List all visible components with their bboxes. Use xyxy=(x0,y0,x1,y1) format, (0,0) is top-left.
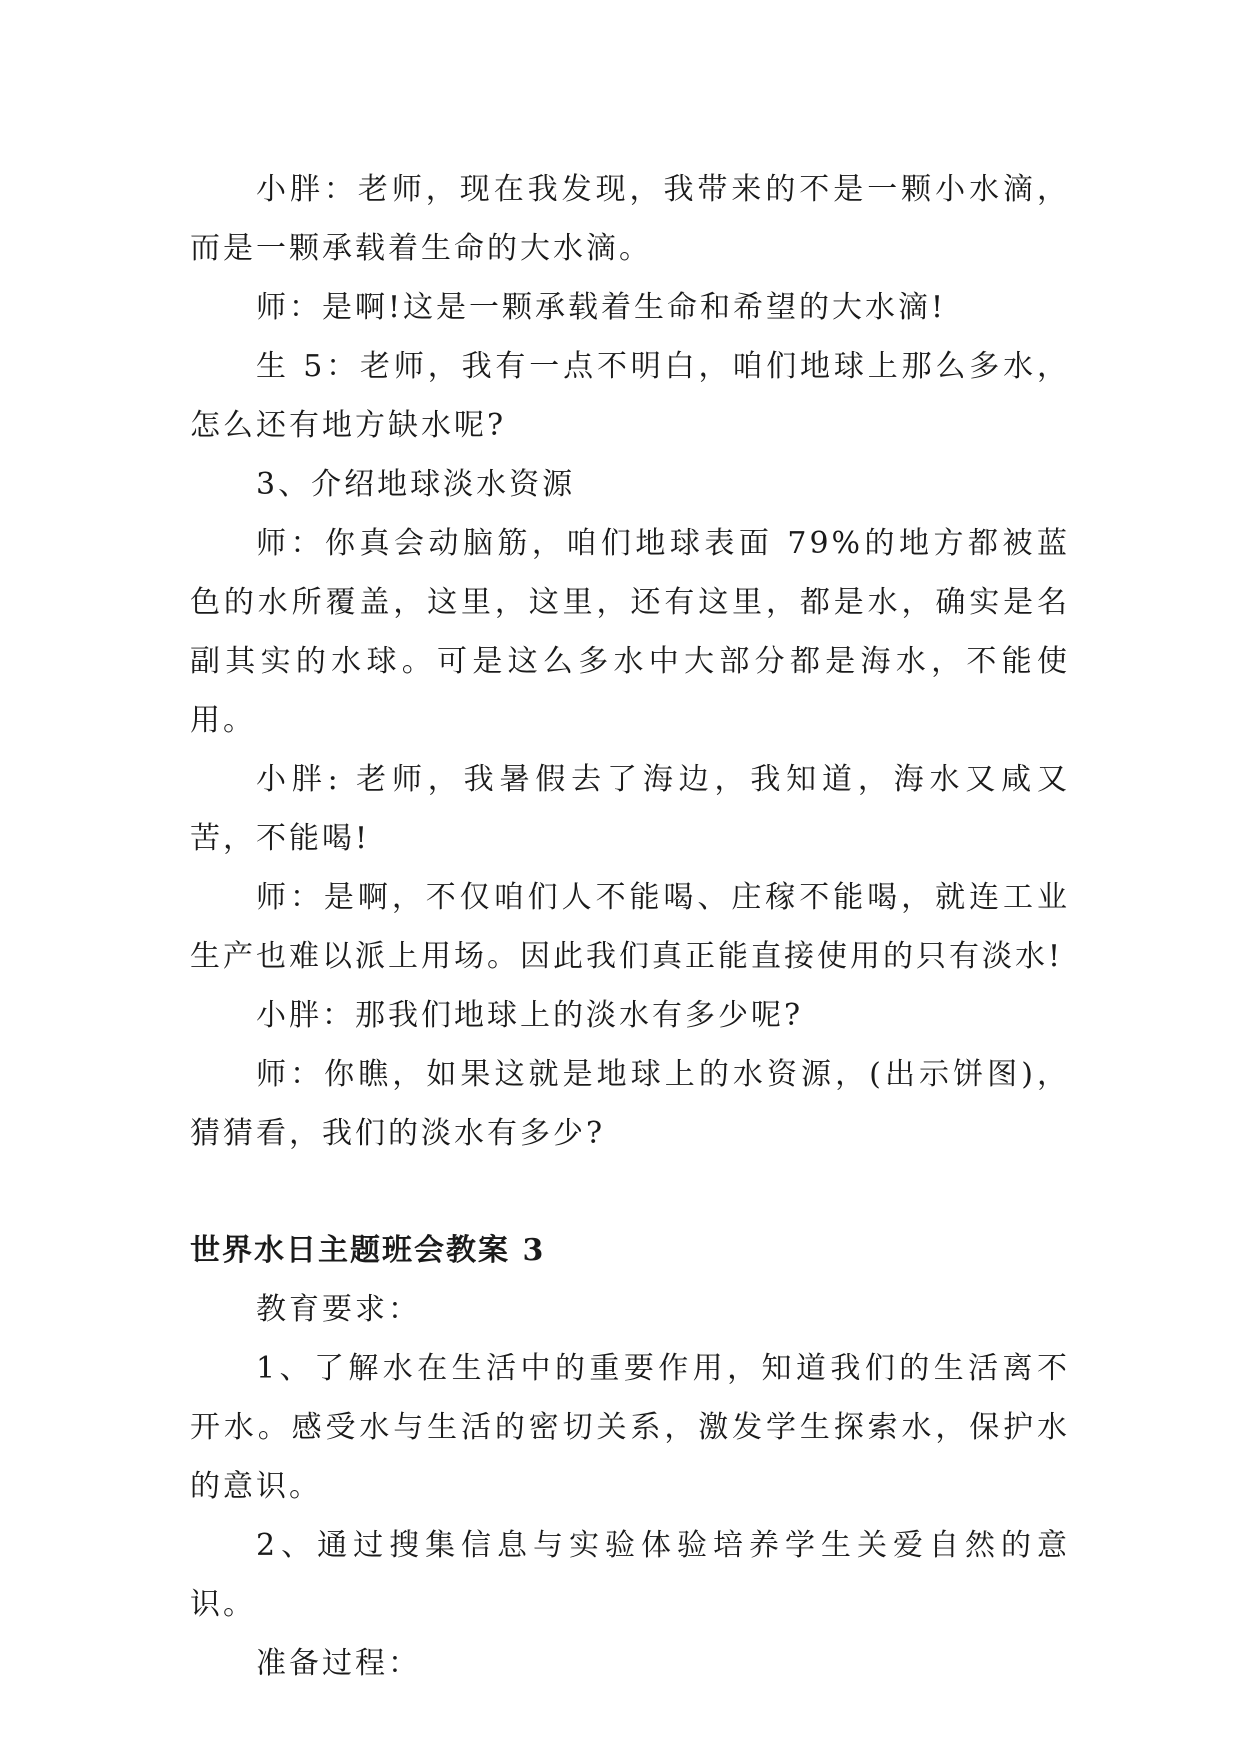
paragraph: 师：你瞧，如果这就是地球上的水资源，(出示饼图)，猜猜看，我们的淡水有多少? xyxy=(190,1057,1070,1151)
paragraph: 1、了解水在生活中的重要作用，知道我们的生活离不开水。感受水与生活的密切关系，激发学生探索水，保护水的意识。 xyxy=(190,1351,1070,1504)
paragraph: 小胖：那我们地球上的淡水有多少呢? xyxy=(256,998,804,1033)
paragraph: 师：是啊!这是一颗承载着生命和希望的大水滴! xyxy=(256,290,947,325)
paragraph: 生 5：老师，我有一点不明白，咱们地球上那么多水，怎么还有地方缺水呢? xyxy=(190,349,1070,443)
paragraph: 师：是啊，不仅咱们人不能喝、庄稼不能喝，就连工业生产也难以派上用场。因此我们真正能直接使用的只有淡水! xyxy=(190,880,1070,974)
paragraph: 教育要求： xyxy=(256,1292,421,1327)
paragraph: 准备过程： xyxy=(256,1646,421,1681)
paragraph: 3、介绍地球淡水资源 xyxy=(256,467,576,502)
document-body xyxy=(190,160,1070,1693)
section-title: 世界水日主题班会教案 3 xyxy=(190,1233,546,1268)
paragraph: 小胖: 老师，我暑假去了海边，我知道，海水又咸又苦，不能喝! xyxy=(190,762,1070,856)
paragraph: 小胖：老师，现在我发现，我带来的不是一颗小水滴，而是一颗承载着生命的大水滴。 xyxy=(190,172,1070,266)
paragraph: 2、通过搜集信息与实验体验培养学生关爱自然的意识。 xyxy=(190,1528,1070,1622)
paragraph: 师：你真会动脑筋，咱们地球表面 79%的地方都被蓝色的水所覆盖，这里，这里，还有这里，都是水，确实是名副其实的水球。可是这么多水中大部分都是海水，不能使用。 xyxy=(190,526,1070,738)
